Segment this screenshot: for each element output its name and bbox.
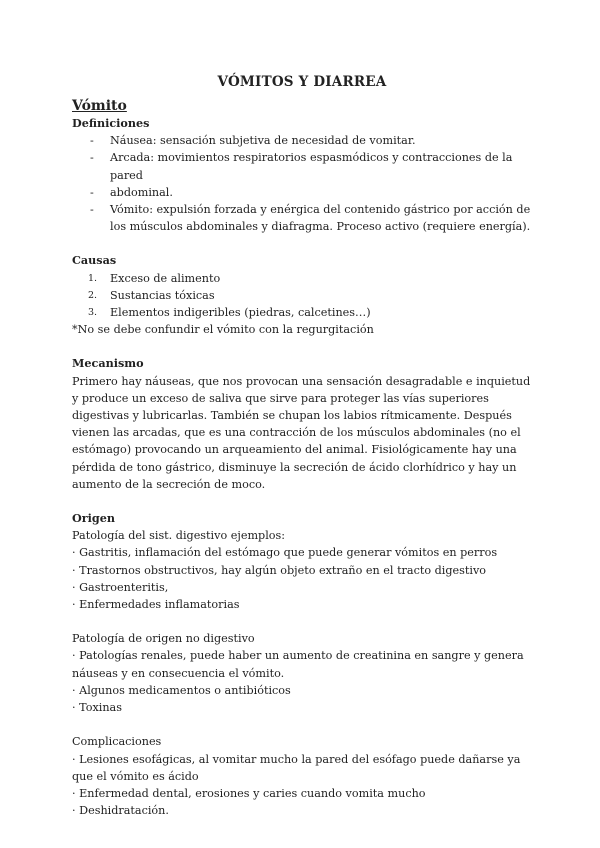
list-item (72, 132, 532, 149)
list-item: · Deshidratación. (72, 804, 169, 818)
dash-bullet: - (90, 134, 94, 148)
list-item: · Trastornos obstructivos, hay algún objeto extraño en el tracto digestivo (72, 563, 487, 577)
list-item: · Patologías renales, puede haber un aumento de creatinina en sangre y genera náuseas y en consecuencia el vómito. (72, 649, 524, 680)
list-item-text: abdominal. (110, 185, 173, 199)
list-item (72, 287, 532, 304)
list-item (72, 201, 532, 235)
dash-bullet: - (90, 151, 94, 165)
digestivo-heading: Patología del sist. digestivo ejemplos: (72, 529, 286, 543)
number-bullet: 3. (88, 307, 98, 319)
section-title-vomito: Vómito (72, 98, 127, 114)
definiciones-list (72, 132, 532, 235)
mecanismo-heading: Mecanismo (72, 356, 144, 371)
origen-heading: Origen (72, 511, 115, 526)
causas-list (72, 270, 532, 322)
dash-bullet: - (90, 185, 94, 199)
list-item (72, 184, 532, 201)
list-item-text: Exceso de alimento (110, 271, 221, 285)
list-item-text: Arcada: movimientos respiratorios espasmódicos y contracciones de la pared (110, 151, 513, 182)
list-item: · Enfermedades inflamatorias (72, 598, 240, 612)
definiciones-heading: Definiciones (72, 116, 150, 130)
causas-note: *No se debe confundir el vómito con la regurgitación (72, 323, 374, 337)
list-item: · Gastritis, inflamación del estómago que puede generar vómitos en perros (72, 546, 498, 560)
mecanismo-paragraph: Primero hay náuseas, que nos provocan una sensación desagradable e inquietud y produce un exceso de saliva que sirve para proteger las vías superiores digestivas y lubricarlas. También se chupan los labios rítmicamente. Después vienen las arcadas, que es una contracción de los músculos abdominales (no el estómago) provocando un arqueamiento del animal. Fisiológicamente hay una pérdida de tono gástrico, disminuye la secreción de ácido clorhídrico y hay un aumento de la secreción de moco. (72, 374, 531, 491)
list-item: · Lesiones esofágicas, al vomitar mucho la pared del esófago puede dañarse ya que el vómito es ácido (72, 752, 521, 783)
list-item: · Algunos medicamentos o antibióticos (72, 683, 291, 697)
list-item (72, 304, 532, 321)
list-item: · Gastroenteritis, (72, 580, 169, 594)
list-item: · Enfermedad dental, erosiones y caries cuando vomita mucho (72, 786, 426, 800)
no-digestivo-heading: Patología de origen no digestivo (72, 632, 255, 646)
dash-bullet: - (90, 203, 94, 217)
list-item: · Toxinas (72, 701, 122, 715)
number-bullet: 2. (88, 289, 98, 301)
list-item-text: Sustancias tóxicas (110, 288, 215, 302)
list-item-text: Náusea: sensación subjetiva de necesidad de vomitar. (110, 134, 416, 148)
list-item (72, 270, 532, 287)
list-item-text: Vómito: expulsión forzada y enérgica del contenido gástrico por acción de los músculos abdominales y diafragma. Proceso activo (requiere energía). (110, 203, 531, 234)
list-item-text: Elementos indigeribles (piedras, calcetines…) (110, 306, 371, 320)
causas-heading: Causas (72, 253, 117, 268)
document-page (72, 72, 532, 819)
complicaciones-heading: Complicaciones (72, 735, 162, 749)
document-title: VÓMITOS Y DIARREA (217, 74, 387, 90)
list-item (72, 149, 532, 183)
number-bullet: 1. (88, 272, 98, 284)
